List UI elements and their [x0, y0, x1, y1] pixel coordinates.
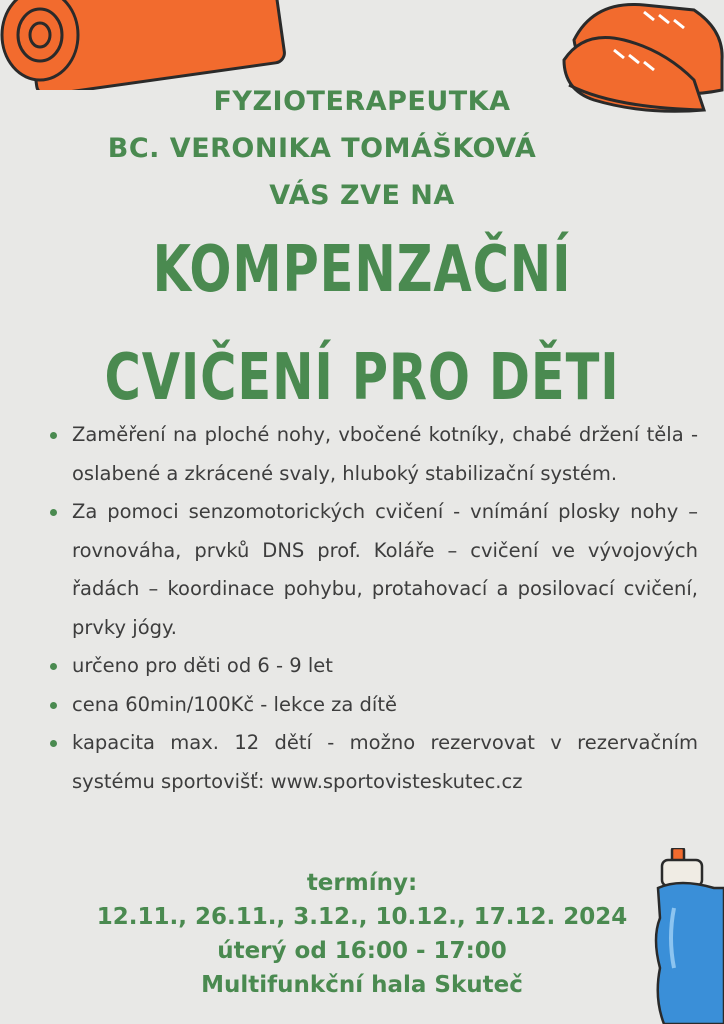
info-list	[48, 416, 698, 801]
schedule	[0, 866, 724, 1002]
header-line-2: BC. VERONIKA TOMÁŠKOVÁ	[107, 133, 537, 164]
list-item: cena 60min/100Kč - lekce za dítě	[48, 686, 698, 725]
list-item: Za pomoci senzomotorických cvičení - vnímání plosky nohy – rovnováha, prvků DNS prof. Koláře – cvičení ve vývojových řadách – koordinace pohybu, protahovací a posilovací cvičení, prvky jógy.	[48, 493, 698, 647]
schedule-time: úterý od 16:00 - 17:00	[217, 938, 507, 964]
yoga-mat-icon	[0, 0, 300, 90]
title-line-1: KOMPENZAČNÍ	[152, 233, 572, 307]
schedule-label: termíny:	[306, 870, 418, 896]
schedule-venue: Multifunkční hala Skuteč	[201, 972, 523, 998]
header	[0, 78, 724, 219]
header-line-1: FYZIOTERAPEUTKA	[213, 86, 511, 117]
list-item: kapacita max. 12 dětí - možno rezervovat v rezervačním systému sportovišť: www.sportovisteskutec.cz	[48, 724, 698, 801]
page-title	[0, 216, 724, 432]
list-item: určeno pro děti od 6 - 9 let	[48, 647, 698, 686]
list-item: Zaměření na ploché nohy, vbočené kotníky, chabé držení těla - oslabené a zkrácené svaly, hluboký stabilizační systém.	[48, 416, 698, 493]
schedule-dates: 12.11., 26.11., 3.12., 10.12., 17.12. 2024	[96, 904, 628, 930]
title-line-2: CVIČENÍ PRO DĚTI	[104, 341, 620, 415]
header-line-3: VÁS ZVE NA	[269, 180, 455, 211]
